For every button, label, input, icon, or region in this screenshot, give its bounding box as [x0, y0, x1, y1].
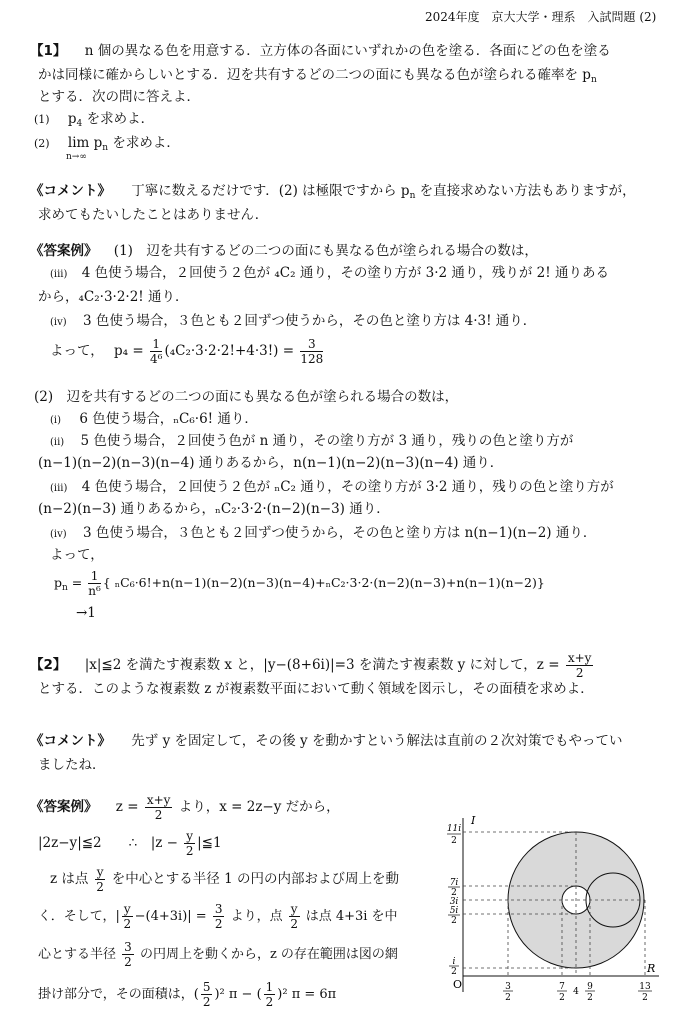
limit-subscript: n→∞	[66, 152, 87, 162]
answer-text: よって，	[50, 547, 104, 563]
comment-text: 先ず y を固定して，その後 y を動かすという解法は直前の２次対策でもやってい	[131, 733, 623, 749]
equation: (₄C₂·3·2·2!+4·3!) =	[164, 343, 295, 359]
answer-label: 《答案例》	[30, 799, 98, 815]
equation: )² π − (	[214, 987, 262, 1002]
comment-text: 求めてもたいしたことはありません．	[38, 207, 269, 223]
question-text: を求めよ．	[108, 135, 180, 151]
y-tick-3i: 3i	[449, 897, 459, 907]
comment-text: ましたね．	[38, 757, 106, 773]
case-label: (ii)	[50, 437, 65, 448]
y-tick-7i2-num: 7i	[449, 878, 459, 888]
comment-label: 《コメント》	[30, 733, 111, 749]
x-tick-92-num: 9	[587, 982, 593, 992]
equation: |2z−y|≦2 ∴ |z −	[38, 835, 178, 851]
problem-text: |x|≦2 を満たす複素数 x と，|y−(8+6i)|=3 を満たす複素数 y に対して，z =	[84, 657, 560, 673]
fraction: $\frac{3}{2}$	[124, 940, 132, 969]
subscript: n	[102, 143, 109, 153]
y-tick-7i2-den: 2	[451, 888, 457, 898]
y-tick-11i2-den: 2	[451, 836, 457, 846]
origin-label: O	[453, 978, 463, 991]
x-tick-4: 4	[573, 987, 579, 997]
answer-label: 《答案例》	[30, 243, 98, 259]
subscript: 4	[76, 119, 83, 129]
answer-text: から，₄C₂·3·2·2! 通り．	[38, 289, 189, 305]
answer-text: より，点	[230, 909, 283, 924]
answer-text: は点 4+3i を中	[305, 909, 398, 924]
fraction: $\frac{y}{2}$	[123, 902, 132, 931]
case-label: (iv)	[50, 317, 67, 328]
question-text: を求めよ．	[82, 111, 155, 127]
case-label: (iv)	[50, 529, 67, 540]
axis-y-label: I	[471, 814, 476, 827]
problem-number: 【1】	[30, 43, 67, 59]
answer-text: (n−1)(n−2)(n−3)(n−4) 通りあるから，n(n−1)(n−2)(n−3)(n−4) 通り．	[38, 455, 504, 471]
answer-text: の円周上を動くから，z の存在範囲は図の網	[139, 947, 398, 962]
subscript: n	[62, 583, 68, 593]
x-tick-32-den: 2	[505, 993, 511, 1003]
question-label: (1)	[34, 113, 50, 126]
answer-text: を中心とする半径 1 の円の内部および周上を動	[111, 871, 399, 887]
equation: =	[67, 575, 83, 590]
fraction: $\frac{x+y}{2}$	[567, 651, 592, 680]
answer-text: 3 色使う場合，３色とも２回ずつ使うから，その色と塗り方は 4·3! 通り．	[82, 313, 537, 329]
y-tick-i2-den: 2	[451, 967, 457, 977]
answer-text: 4 色使う場合，２回使う２色が ₙC₂ 通り，その塗り方が 3·2 通り，残りの色と塗り方が	[81, 479, 614, 495]
equation: −(4+3i)| =	[134, 909, 207, 924]
answer-text: 4 色使う場合，２回使う２色が ₄C₂ 通り，その塗り方が 3·2 通り，残りが 2! 通りある	[81, 265, 609, 281]
fraction: $\frac{1}{\text{4⁶}}$	[150, 337, 163, 366]
y-tick-i2-num: i	[452, 957, 456, 967]
problem-text: とする．次の問に答えよ．	[38, 89, 200, 105]
answer-text: より，x = 2z−y だから，	[178, 799, 340, 815]
fraction: $\frac{3}{128}$	[300, 337, 324, 366]
x-tick-32-num: 3	[505, 982, 511, 992]
answer-text: 3 色使う場合，３色とも２回ずつ使うから，その色と塗り方は n(n−1)(n−2) 通り．	[82, 525, 597, 541]
problem-text: n 個の異なる色を用意する．立方体の各面にいずれかの色を塗る．各面にどの色を塗る	[84, 43, 611, 59]
comment-text: 丁寧に数えるだけです．(2) は極限ですから p	[131, 183, 410, 199]
limit-result: →1	[76, 605, 96, 621]
answer-text: 掛け部分で，その面積は，(	[38, 987, 199, 1002]
comment-label: 《コメント》	[30, 183, 111, 199]
equation: )² π = 6π	[277, 987, 337, 1002]
x-tick-132-den: 2	[642, 993, 648, 1003]
fraction: $\frac{y}{2}$	[290, 902, 298, 931]
x-tick-92-den: 2	[587, 993, 593, 1003]
axis-x-label: R	[647, 962, 656, 975]
fraction: $\frac{3}{2}$	[214, 902, 223, 931]
answer-text: (n−2)(n−3) 通りあるから，ₙC₂·3·2·(n−2)(n−3) 通り．	[38, 501, 390, 517]
equation: |≦1	[197, 835, 222, 851]
y-tick-5i2-num: 5i	[449, 906, 459, 916]
x-tick-72-den: 2	[559, 993, 565, 1003]
fraction: $\frac{5}{2}$	[202, 980, 211, 1009]
problem-text: とする．このような複素数 z が複素数平面において動く領域を図示し，その面積を求めよ．	[38, 681, 594, 697]
complex-plane-figure	[445, 814, 675, 1022]
fraction: $\frac{x+y}{2}$	[146, 793, 171, 822]
y-tick-5i2-den: 2	[451, 916, 457, 926]
equation: { ₙC₆·6!+n(n−1)(n−2)(n−3)(n−4)+ₙC₂·3·2·(n−2)(n−3)+n(n−1)(n−2)}	[102, 575, 545, 590]
answer-text: (1) 辺を共有するどの二つの面にも異なる色が塗られる場合の数は，	[113, 243, 538, 259]
problem-number: 【2】	[30, 657, 67, 673]
comment-text: を直接求めない方法もありますが，	[415, 183, 636, 199]
answer-text: よって，	[50, 343, 104, 359]
answer-text: z は点	[50, 871, 89, 887]
answer-text: (2) 辺を共有するどの二つの面にも異なる色が塗られる場合の数は，	[34, 389, 459, 405]
answer-text: く．そして，|	[38, 909, 120, 924]
answer-text: 心とする半径	[38, 947, 117, 962]
x-tick-72-num: 7	[559, 982, 565, 992]
case-label: (iii)	[50, 269, 68, 280]
question-text: p	[67, 111, 77, 127]
equation: z =	[115, 799, 139, 815]
subscript: n	[590, 75, 597, 85]
subscript: n	[409, 191, 416, 201]
page-header: 2024年度 京大大学・理系 入試問題 (2)	[425, 10, 657, 24]
y-tick-11i2-num: 11i	[446, 824, 462, 834]
case-label: (iii)	[50, 483, 68, 494]
fraction: $\frac{1}{2}$	[265, 980, 274, 1009]
answer-text: 5 色使う場合，２回使う色が n 通り，その塗り方が 3 通り，残りの色と塗り方が	[80, 433, 574, 449]
case-label: (i)	[50, 415, 62, 426]
fraction: $\frac{y}{2}$	[96, 865, 104, 894]
fraction: $\frac{y}{2}$	[185, 829, 194, 858]
fraction: $\frac{1}{\text{n⁶}}$	[88, 569, 101, 598]
question-label: (2)	[34, 137, 50, 150]
problem-text: かは同様に確からしいとする．辺を共有するどの二つの面にも異なる色が塗られる確率を p	[38, 67, 591, 83]
equation: p₄ =	[114, 343, 144, 359]
equation: p	[54, 575, 63, 590]
x-tick-132-num: 13	[639, 982, 651, 992]
answer-text: 6 色使う場合，ₙC₆·6! 通り．	[79, 411, 258, 427]
question-text: lim p	[67, 135, 103, 151]
